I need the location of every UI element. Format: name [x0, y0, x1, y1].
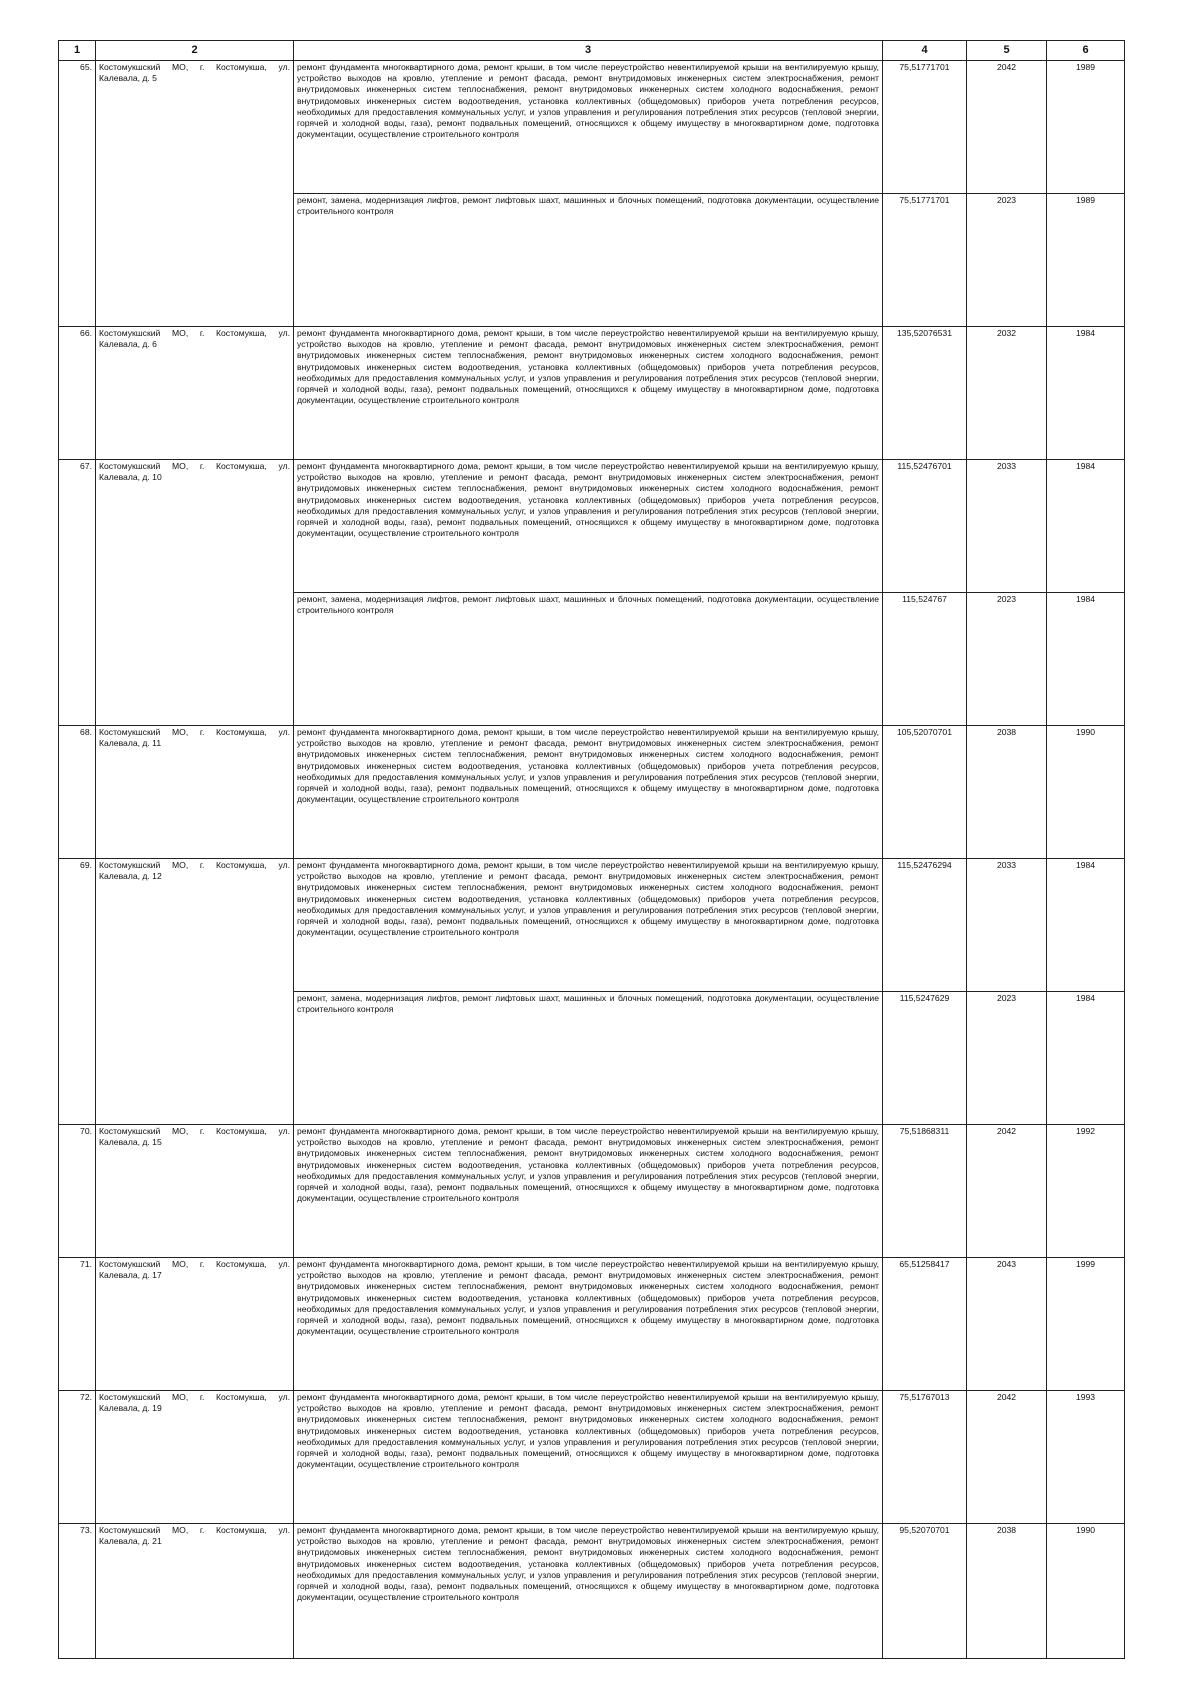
address-cell: Костомукшский МО, г. Костомукша, ул. Калевала, д. 15 [96, 1125, 294, 1258]
address-cell: Костомукшский МО, г. Костомукша, ул. Калевала, д. 17 [96, 1258, 294, 1391]
repair-schedule-table [58, 40, 1125, 1659]
works-description-cell: ремонт фундамента многоквартирного дома, ремонт крыши, в том числе переустройство невентилируемой крыши на вентилируемую крышу, устройство выходов на кровлю, утепление и ремонт фасада, ремонт внутридомовых инженерных систем электроснабжения, ремонт внутридомовых инженерных систем теплоснабжения, ремонт внутридомовых инженерных систем холодного водоснабжения, ремонт внутридомовых инженерных систем водоотведения, установка коллективных (общедомовых) приборов учета потребления ресурсов, необходимых для предоставления коммунальных услуг, и узлов управления и регулирования потребления этих ресурсов (тепловой энергии, горячей и холодной воды, газа), ремонт подвальных помещений, относящихся к общему имуществу в многоквартирном доме, подготовка документации, осуществление строительного контроля [294, 1125, 883, 1258]
column-header-4: 4 [883, 41, 967, 61]
address-cell: Костомукшский МО, г. Костомукша, ул. Калевала, д. 5 [96, 61, 294, 327]
cost-cell: 115,5247629 [883, 992, 967, 1125]
build-year-cell: 1984 [1047, 460, 1125, 593]
build-year-cell: 1990 [1047, 726, 1125, 859]
planned-year-cell: 2023 [967, 593, 1047, 726]
build-year-cell: 1989 [1047, 61, 1125, 194]
planned-year-cell: 2042 [967, 1391, 1047, 1524]
works-description-cell: ремонт фундамента многоквартирного дома, ремонт крыши, в том числе переустройство невентилируемой крыши на вентилируемую крышу, устройство выходов на кровлю, утепление и ремонт фасада, ремонт внутридомовых инженерных систем электроснабжения, ремонт внутридомовых инженерных систем теплоснабжения, ремонт внутридомовых инженерных систем холодного водоснабжения, ремонт внутридомовых инженерных систем водоотведения, установка коллективных (общедомовых) приборов учета потребления ресурсов, необходимых для предоставления коммунальных услуг, и узлов управления и регулирования потребления этих ресурсов (тепловой энергии, горячей и холодной воды, газа), ремонт подвальных помещений, относящихся к общему имуществу в многоквартирном доме, подготовка документации, осуществление строительного контроля [294, 1391, 883, 1524]
row-number: 65. [59, 61, 96, 327]
header-row [59, 41, 1125, 61]
cost-cell: 75,51868311 [883, 1125, 967, 1258]
cost-cell: 95,52070701 [883, 1524, 967, 1659]
works-description-cell: ремонт фундамента многоквартирного дома, ремонт крыши, в том числе переустройство невентилируемой крыши на вентилируемую крышу, устройство выходов на кровлю, утепление и ремонт фасада, ремонт внутридомовых инженерных систем электроснабжения, ремонт внутридомовых инженерных систем теплоснабжения, ремонт внутридомовых инженерных систем холодного водоснабжения, ремонт внутридомовых инженерных систем водоотведения, установка коллективных (общедомовых) приборов учета потребления ресурсов, необходимых для предоставления коммунальных услуг, и узлов управления и регулирования потребления этих ресурсов (тепловой энергии, горячей и холодной воды, газа), ремонт подвальных помещений, относящихся к общему имуществу в многоквартирном доме, подготовка документации, осуществление строительного контроля [294, 327, 883, 460]
cost-cell: 75,51767013 [883, 1391, 967, 1524]
table-row [59, 1125, 1125, 1258]
works-description-cell: ремонт фундамента многоквартирного дома, ремонт крыши, в том числе переустройство невентилируемой крыши на вентилируемую крышу, устройство выходов на кровлю, утепление и ремонт фасада, ремонт внутридомовых инженерных систем электроснабжения, ремонт внутридомовых инженерных систем теплоснабжения, ремонт внутридомовых инженерных систем холодного водоснабжения, ремонт внутридомовых инженерных систем водоотведения, установка коллективных (общедомовых) приборов учета потребления ресурсов, необходимых для предоставления коммунальных услуг, и узлов управления и регулирования потребления этих ресурсов (тепловой энергии, горячей и холодной воды, газа), ремонт подвальных помещений, относящихся к общему имуществу в многоквартирном доме, подготовка документации, осуществление строительного контроля [294, 1524, 883, 1659]
row-number: 72. [59, 1391, 96, 1524]
planned-year-cell: 2038 [967, 1524, 1047, 1659]
works-description-cell: ремонт, замена, модернизация лифтов, ремонт лифтовых шахт, машинных и блочных помещений, подготовка документации, осуществление строительного контроля [294, 593, 883, 726]
column-header-5: 5 [967, 41, 1047, 61]
build-year-cell: 1984 [1047, 327, 1125, 460]
build-year-cell: 1999 [1047, 1258, 1125, 1391]
row-number: 68. [59, 726, 96, 859]
planned-year-cell: 2038 [967, 726, 1047, 859]
address-cell: Костомукшский МО, г. Костомукша, ул. Калевала, д. 10 [96, 460, 294, 726]
column-header-3: 3 [294, 41, 883, 61]
table-body [59, 61, 1125, 1659]
planned-year-cell: 2042 [967, 61, 1047, 194]
column-header-6: 6 [1047, 41, 1125, 61]
row-number: 67. [59, 460, 96, 726]
table-row [59, 859, 1125, 992]
cost-cell: 65,51258417 [883, 1258, 967, 1391]
address-cell: Костомукшский МО, г. Костомукша, ул. Калевала, д. 11 [96, 726, 294, 859]
address-cell: Костомукшский МО, г. Костомукша, ул. Калевала, д. 12 [96, 859, 294, 1125]
works-description-cell: ремонт фундамента многоквартирного дома, ремонт крыши, в том числе переустройство невентилируемой крыши на вентилируемую крышу, устройство выходов на кровлю, утепление и ремонт фасада, ремонт внутридомовых инженерных систем электроснабжения, ремонт внутридомовых инженерных систем теплоснабжения, ремонт внутридомовых инженерных систем холодного водоснабжения, ремонт внутридомовых инженерных систем водоотведения, установка коллективных (общедомовых) приборов учета потребления ресурсов, необходимых для предоставления коммунальных услуг, и узлов управления и регулирования потребления этих ресурсов (тепловой энергии, горячей и холодной воды, газа), ремонт подвальных помещений, относящихся к общему имуществу в многоквартирном доме, подготовка документации, осуществление строительного контроля [294, 726, 883, 859]
cost-cell: 75,51771701 [883, 194, 967, 327]
planned-year-cell: 2032 [967, 327, 1047, 460]
table-row [59, 460, 1125, 593]
column-header-1: 1 [59, 41, 96, 61]
planned-year-cell: 2023 [967, 194, 1047, 327]
cost-cell: 75,51771701 [883, 61, 967, 194]
works-description-cell: ремонт фундамента многоквартирного дома, ремонт крыши, в том числе переустройство невентилируемой крыши на вентилируемую крышу, устройство выходов на кровлю, утепление и ремонт фасада, ремонт внутридомовых инженерных систем электроснабжения, ремонт внутридомовых инженерных систем теплоснабжения, ремонт внутридомовых инженерных систем холодного водоснабжения, ремонт внутридомовых инженерных систем водоотведения, установка коллективных (общедомовых) приборов учета потребления ресурсов, необходимых для предоставления коммунальных услуг, и узлов управления и регулирования потребления этих ресурсов (тепловой энергии, горячей и холодной воды, газа), ремонт подвальных помещений, относящихся к общему имуществу в многоквартирном доме, подготовка документации, осуществление строительного контроля [294, 61, 883, 194]
row-number: 73. [59, 1524, 96, 1659]
row-number: 66. [59, 327, 96, 460]
works-description-cell: ремонт, замена, модернизация лифтов, ремонт лифтовых шахт, машинных и блочных помещений, подготовка документации, осуществление строительного контроля [294, 992, 883, 1125]
works-description-cell: ремонт фундамента многоквартирного дома, ремонт крыши, в том числе переустройство невентилируемой крыши на вентилируемую крышу, устройство выходов на кровлю, утепление и ремонт фасада, ремонт внутридомовых инженерных систем электроснабжения, ремонт внутридомовых инженерных систем теплоснабжения, ремонт внутридомовых инженерных систем холодного водоснабжения, ремонт внутридомовых инженерных систем водоотведения, установка коллективных (общедомовых) приборов учета потребления ресурсов, необходимых для предоставления коммунальных услуг, и узлов управления и регулирования потребления этих ресурсов (тепловой энергии, горячей и холодной воды, газа), ремонт подвальных помещений, относящихся к общему имуществу в многоквартирном доме, подготовка документации, осуществление строительного контроля [294, 859, 883, 992]
works-description-cell: ремонт фундамента многоквартирного дома, ремонт крыши, в том числе переустройство невентилируемой крыши на вентилируемую крышу, устройство выходов на кровлю, утепление и ремонт фасада, ремонт внутридомовых инженерных систем электроснабжения, ремонт внутридомовых инженерных систем теплоснабжения, ремонт внутридомовых инженерных систем холодного водоснабжения, ремонт внутридомовых инженерных систем водоотведения, установка коллективных (общедомовых) приборов учета потребления ресурсов, необходимых для предоставления коммунальных услуг, и узлов управления и регулирования потребления этих ресурсов (тепловой энергии, горячей и холодной воды, газа), ремонт подвальных помещений, относящихся к общему имуществу в многоквартирном доме, подготовка документации, осуществление строительного контроля [294, 460, 883, 593]
planned-year-cell: 2023 [967, 992, 1047, 1125]
works-description-cell: ремонт фундамента многоквартирного дома, ремонт крыши, в том числе переустройство невентилируемой крыши на вентилируемую крышу, устройство выходов на кровлю, утепление и ремонт фасада, ремонт внутридомовых инженерных систем электроснабжения, ремонт внутридомовых инженерных систем теплоснабжения, ремонт внутридомовых инженерных систем холодного водоснабжения, ремонт внутридомовых инженерных систем водоотведения, установка коллективных (общедомовых) приборов учета потребления ресурсов, необходимых для предоставления коммунальных услуг, и узлов управления и регулирования потребления этих ресурсов (тепловой энергии, горячей и холодной воды, газа), ремонт подвальных помещений, относящихся к общему имуществу в многоквартирном доме, подготовка документации, осуществление строительного контроля [294, 1258, 883, 1391]
planned-year-cell: 2042 [967, 1125, 1047, 1258]
build-year-cell: 1993 [1047, 1391, 1125, 1524]
table-row [59, 726, 1125, 859]
table-row [59, 327, 1125, 460]
column-header-2: 2 [96, 41, 294, 61]
cost-cell: 115,524767 [883, 593, 967, 726]
row-number: 69. [59, 859, 96, 1125]
planned-year-cell: 2033 [967, 460, 1047, 593]
cost-cell: 115,52476294 [883, 859, 967, 992]
build-year-cell: 1984 [1047, 992, 1125, 1125]
works-description-cell: ремонт, замена, модернизация лифтов, ремонт лифтовых шахт, машинных и блочных помещений, подготовка документации, осуществление строительного контроля [294, 194, 883, 327]
cost-cell: 115,52476701 [883, 460, 967, 593]
table-row [59, 1391, 1125, 1524]
build-year-cell: 1992 [1047, 1125, 1125, 1258]
build-year-cell: 1984 [1047, 593, 1125, 726]
planned-year-cell: 2033 [967, 859, 1047, 992]
table-row [59, 1258, 1125, 1391]
build-year-cell: 1984 [1047, 859, 1125, 992]
address-cell: Костомукшский МО, г. Костомукша, ул. Калевала, д. 19 [96, 1391, 294, 1524]
planned-year-cell: 2043 [967, 1258, 1047, 1391]
table-row [59, 1524, 1125, 1659]
cost-cell: 105,52070701 [883, 726, 967, 859]
address-cell: Костомукшский МО, г. Костомукша, ул. Калевала, д. 6 [96, 327, 294, 460]
address-cell: Костомукшский МО, г. Костомукша, ул. Калевала, д. 21 [96, 1524, 294, 1659]
cost-cell: 135,52076531 [883, 327, 967, 460]
build-year-cell: 1990 [1047, 1524, 1125, 1659]
row-number: 70. [59, 1125, 96, 1258]
build-year-cell: 1989 [1047, 194, 1125, 327]
table-row [59, 61, 1125, 194]
row-number: 71. [59, 1258, 96, 1391]
